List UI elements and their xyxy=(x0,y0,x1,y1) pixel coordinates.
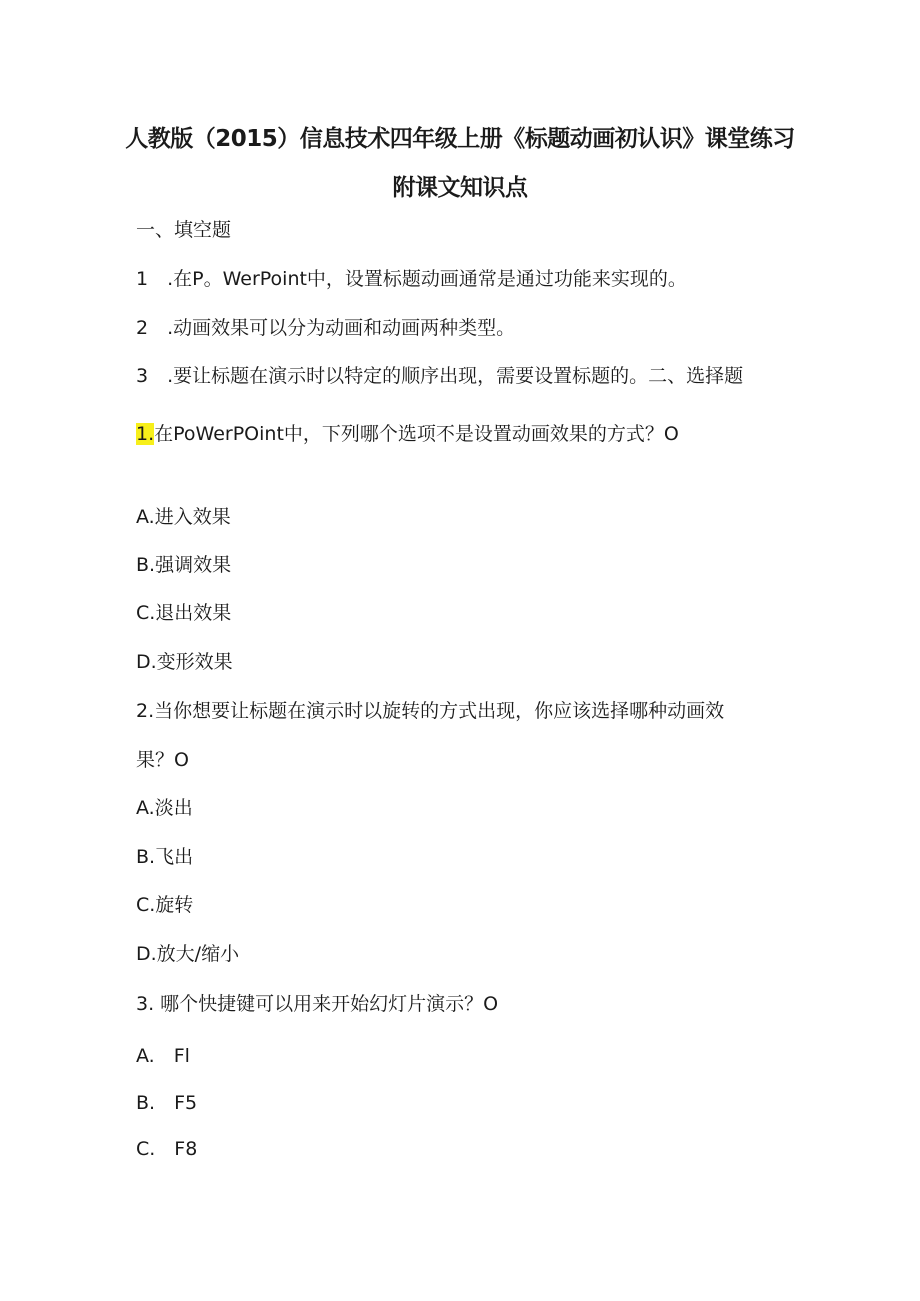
highlighted-question-number: 1. xyxy=(136,423,155,445)
mc-question-1-stem: 在PoWerPOint中，下列哪个选项不是设置动画效果的方式？O xyxy=(154,423,679,445)
mc-question-1-option-a: A.进入效果 xyxy=(136,506,231,528)
mc-question-2-option-b: B.飞出 xyxy=(136,846,194,868)
mc-question-2-option-c: C.旋转 xyxy=(136,894,194,916)
mc-question-2-option-a: A.淡出 xyxy=(136,797,193,819)
mc-question-1-option-b: B.强调效果 xyxy=(136,554,232,576)
section-heading-fill-in: 一、填空题 xyxy=(136,219,232,241)
mc-question-3: 3. 哪个快捷键可以用来开始幻灯片演示？O xyxy=(136,993,499,1015)
document-title-line1: 人教版（2015）信息技术四年级上册《标题动画初认识》课堂练习 xyxy=(125,126,795,152)
document-title-line2: 附课文知识点 xyxy=(392,175,528,201)
mc-question-3-option-c: C. F8 xyxy=(136,1138,198,1160)
fill-question-1: 1 .在P。WerPoint中，设置标题动画通常是通过功能来实现的。 xyxy=(136,268,687,290)
mc-question-2-line1: 2.当你想要让标题在演示时以旋转的方式出现，你应该选择哪种动画效 xyxy=(136,700,725,722)
mc-question-2-option-d: D.放大/缩小 xyxy=(136,943,240,965)
mc-question-3-option-b: B. F5 xyxy=(136,1092,198,1114)
fill-question-3: 3 .要让标题在演示时以特定的顺序出现，需要设置标题的。二、选择题 xyxy=(136,365,744,387)
mc-question-2-line2: 果？O xyxy=(136,749,189,771)
fill-question-2: 2 .动画效果可以分为动画和动画两种类型。 xyxy=(136,317,516,339)
mc-question-1 xyxy=(136,422,679,446)
mc-question-3-option-a: A. Fl xyxy=(136,1045,190,1067)
mc-question-1-option-c: C.退出效果 xyxy=(136,602,232,624)
mc-question-1-option-d: D.变形效果 xyxy=(136,651,233,673)
